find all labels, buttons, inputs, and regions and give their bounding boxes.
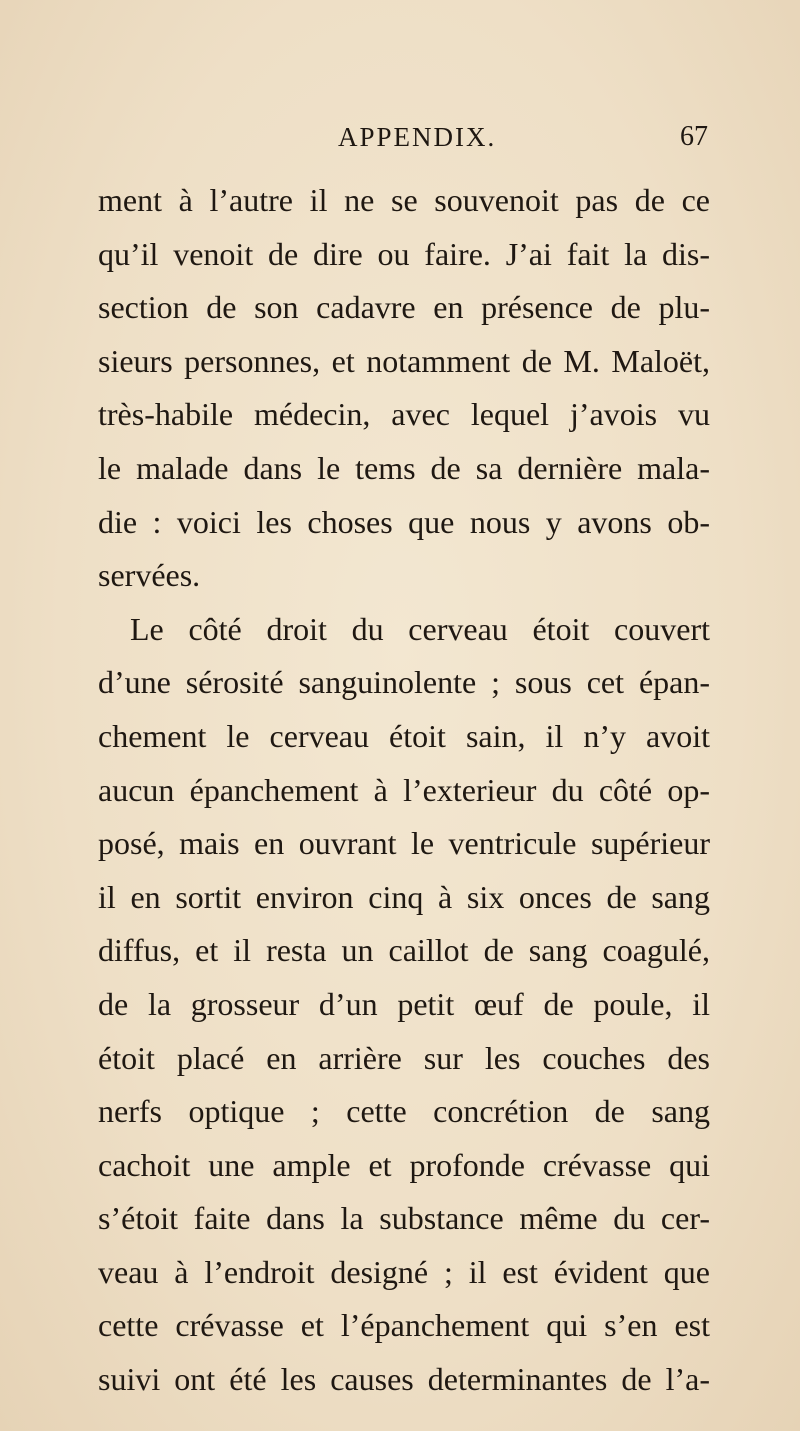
text-line: chement le cerveau étoit sain, il n’y avoit	[98, 717, 710, 754]
text-line: ment à l’autre il ne se souvenoit pas de ce	[98, 182, 710, 218]
text-line: d’une sérosité sanguinolente ; sous cet épan-	[98, 664, 710, 701]
text-line: servées.	[98, 557, 201, 594]
running-head: APPENDIX.	[338, 122, 497, 152]
text-line: il en sortit environ cinq à six onces de sang	[98, 878, 710, 915]
text-line: veau à l’endroit designé ; il est évident que	[98, 1253, 710, 1290]
text-line: s’étoit faite dans la substance même du cer-	[98, 1200, 710, 1237]
text-line: le malade dans le tems de sa dernière mala-	[98, 449, 710, 486]
text-line: posé, mais en ouvrant le ventricule supérieur	[98, 825, 710, 862]
text-line: aucun épanchement à l’exterieur du côté op-	[98, 771, 710, 808]
text-line: qu’il venoit de dire ou faire. J’ai fait la dis-	[98, 235, 710, 272]
text-line: cachoit une ample et profonde crévasse qui	[98, 1146, 710, 1183]
text-line: étoit placé en arrière sur les couches des	[98, 1039, 710, 1076]
text-line: nerfs optique ; cette concrétion de sang	[98, 1093, 710, 1130]
text-line: diffus, et il resta un caillot de sang coagulé,	[98, 932, 710, 969]
text-line: suivi ont été les causes determinantes de l’a-	[98, 1361, 710, 1398]
page-header	[98, 117, 708, 157]
page-number: 67	[680, 121, 708, 152]
text-line: de la grosseur d’un petit œuf de poule, il	[98, 985, 710, 1022]
text-line: très-habile médecin, avec lequel j’avois vu	[98, 396, 710, 433]
text-line: sieurs personnes, et notamment de M. Maloët,	[98, 342, 710, 379]
text-line: section de son cadavre en présence de plu-	[98, 289, 710, 326]
text-line: Le côté droit du cerveau étoit couvert	[130, 610, 710, 647]
body-text	[98, 174, 710, 1407]
text-line: cette crévasse et l’épanchement qui s’en est	[98, 1307, 710, 1344]
text-line: die : voici les choses que nous y avons ob-	[98, 503, 710, 540]
